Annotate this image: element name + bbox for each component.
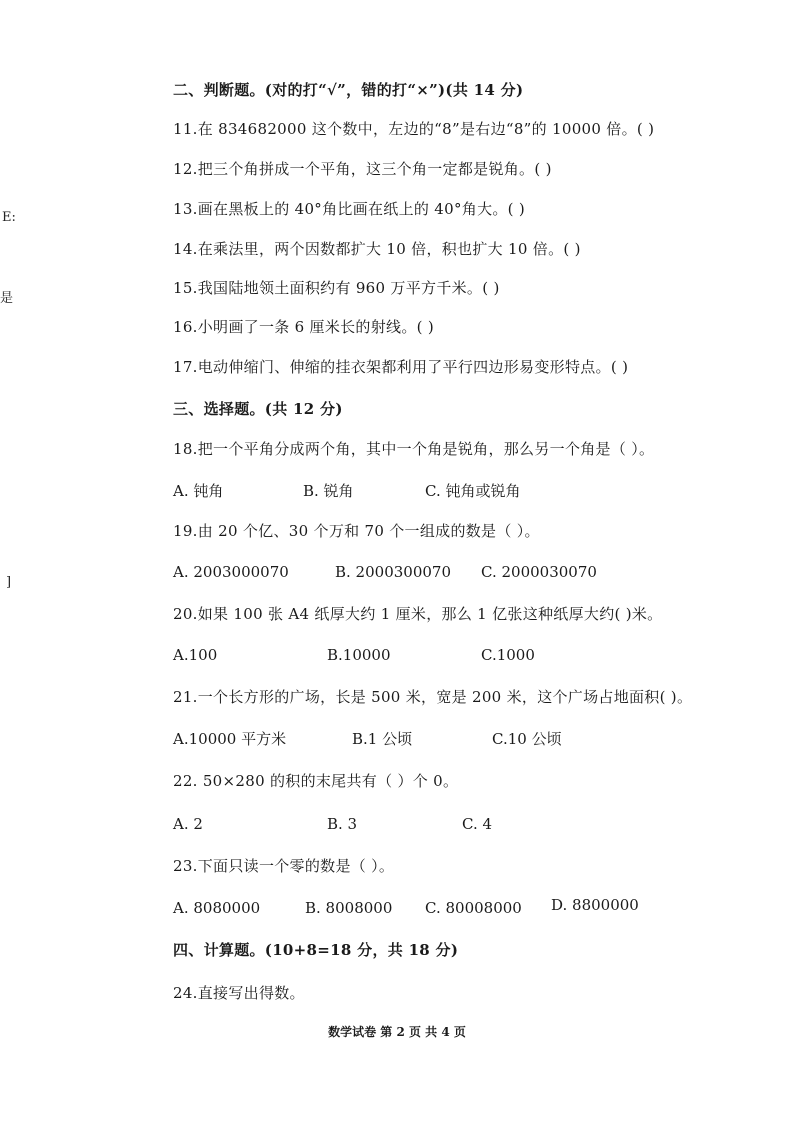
option-c: C. 2000030070 [481,563,597,581]
option-a: A.100 [173,646,218,664]
question-22: 22. 50×280 的积的末尾共有（ ）个 0。 [173,772,459,790]
option-b: B.1 公顷 [352,730,413,748]
option-b: B. 2000300070 [335,563,451,581]
section-title-judgment: 二、判断题。(对的打“√”，错的打“×”)(共 14 分) [173,81,524,99]
margin-mark: 是 [0,291,14,306]
option-a: A. 2003000070 [173,563,289,581]
option-c: C. 4 [462,815,493,833]
question-13: 13.画在黑板上的 40°角比画在纸上的 40°角大。( ) [173,200,526,218]
option-d: D. 8800000 [551,896,639,914]
question-18: 18.把一个平角分成两个角，其中一个角是锐角，那么另一个角是（ ）。 [173,440,655,458]
question-16: 16.小明画了一条 6 厘米长的射线。( ) [173,318,435,336]
margin-mark: E: [2,210,16,225]
option-a: A. 钝角 [173,482,224,500]
option-b: B. 锐角 [303,482,354,500]
margin-mark: ] [6,575,12,590]
question-14: 14.在乘法里，两个因数都扩大 10 倍，积也扩大 10 倍。( ) [173,240,581,258]
option-b: B.10000 [327,646,391,664]
option-a: A.10000 平方米 [173,730,287,748]
question-17: 17.电动伸缩门、伸缩的挂衣架都利用了平行四边形易变形特点。( ) [173,358,629,376]
option-c: C.10 公顷 [492,730,562,748]
question-11: 11.在 834682000 这个数中，左边的“8”是右边“8”的 10000 倍。( ) [173,120,655,138]
question-20: 20.如果 100 张 A4 纸厚大约 1 厘米，那么 1 亿张这种纸厚大约( )米。 [173,605,663,623]
option-c: C. 80008000 [425,899,522,917]
question-15: 15.我国陆地领土面积约有 960 万平方千米。( ) [173,279,500,297]
section-title-calculation: 四、计算题。(10+8=18 分，共 18 分) [173,941,459,959]
option-a: A. 2 [173,815,203,833]
option-c: C. 钝角或锐角 [425,482,521,500]
question-21: 21.一个长方形的广场，长是 500 米，宽是 200 米，这个广场占地面积( )。 [173,688,693,706]
question-12: 12.把三个角拼成一个平角，这三个角一定都是锐角。( ) [173,160,552,178]
option-a: A. 8080000 [173,899,261,917]
page-footer: 数学试卷 第 2 页 共 4 页 [328,1025,466,1039]
question-23: 23.下面只读一个零的数是（ ）。 [173,857,395,875]
option-c: C.1000 [481,646,535,664]
question-24: 24.直接写出得数。 [173,984,305,1002]
option-b: B. 3 [327,815,358,833]
question-19: 19.由 20 个亿、30 个万和 70 个一组成的数是（ ）。 [173,522,540,540]
section-title-choice: 三、选择题。(共 12 分) [173,400,343,418]
option-b: B. 8008000 [305,899,393,917]
